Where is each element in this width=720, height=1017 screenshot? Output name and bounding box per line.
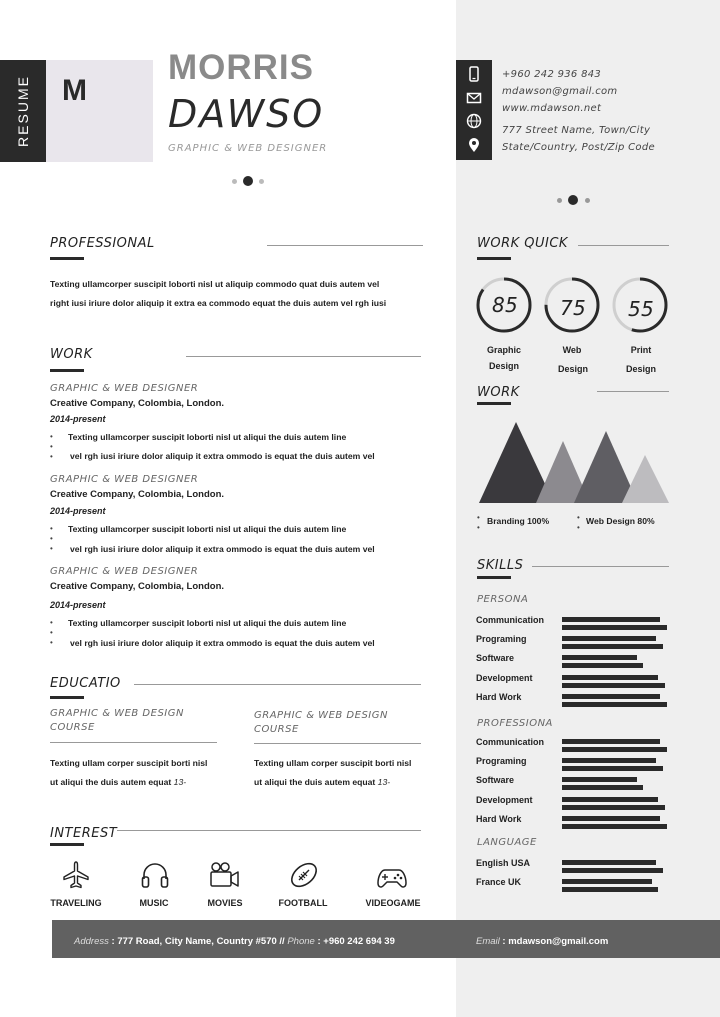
- bullet-mark: •: [50, 432, 53, 441]
- job-role: GRAPHIC & WEB DESIGNER: [50, 474, 199, 485]
- footer-email: Email : mdawson@gmail.com: [476, 936, 609, 947]
- interest-label: MUSIC: [139, 898, 169, 908]
- pager-dot: [232, 179, 237, 184]
- education-course-title: COURSE: [50, 722, 95, 733]
- skill-bar: [562, 675, 658, 680]
- section-divider: [117, 830, 421, 831]
- job-period: 2014-present: [50, 414, 106, 424]
- globe-icon: [466, 113, 482, 129]
- skill-label: Hard Work: [476, 691, 522, 702]
- skill-bar: [562, 868, 663, 873]
- education-divider: [254, 743, 421, 744]
- contact-address-line2: State/Country, Post/Zip Code: [502, 142, 655, 153]
- job-bullet: vel rgh iusi iriure dolor aliquip it extra ommodo is equat the duis autem vel: [70, 638, 375, 648]
- education-text: Texting ullam corper suscipit borti nisl: [254, 758, 412, 768]
- footer-phone-value: +960 242 694 39: [323, 936, 395, 947]
- contact-phone: +960 242 936 843: [502, 69, 602, 80]
- education-course-title: GRAPHIC & WEB DESIGN: [50, 708, 184, 719]
- skill-bar: [562, 805, 665, 810]
- pager-dot: [259, 179, 264, 184]
- bullet-mark: •: [50, 628, 53, 637]
- bullet-mark: •: [50, 544, 53, 553]
- skill-bar: [562, 797, 658, 802]
- bullet-mark: •: [50, 452, 53, 461]
- skill-bar: [562, 702, 667, 707]
- education-text-line2: [254, 771, 390, 793]
- job-title: GRAPHIC & WEB DESIGNER: [168, 143, 328, 154]
- job-bullet: vel rgh iusi iriure dolor aliquip it extra ommodo is equat the duis autem vel: [70, 451, 375, 461]
- job-period: 2014-present: [50, 600, 106, 610]
- job-role: GRAPHIC & WEB DESIGNER: [50, 566, 199, 577]
- work-chart-legend: Branding 100%: [487, 516, 550, 526]
- skill-label: Programing: [476, 634, 527, 645]
- education-text: Texting ullam corper suscipit borti nisl: [50, 758, 208, 768]
- skill-label: Development: [476, 672, 533, 683]
- job-bullet: vel rgh iusi iriure dolor aliquip it extra ommodo is equat the duis autem vel: [70, 544, 375, 554]
- skill-bar: [562, 766, 663, 771]
- job-role: GRAPHIC & WEB DESIGNER: [50, 383, 199, 394]
- skill-label: Hard Work: [476, 813, 522, 824]
- skill-label: Software: [476, 653, 515, 664]
- skill-bar: [562, 887, 658, 892]
- skill-label: France UK: [476, 877, 522, 888]
- section-divider: [267, 245, 423, 246]
- video-camera-icon: [208, 859, 240, 891]
- interest-label: TRAVELING: [50, 898, 102, 908]
- education-year: 13-: [173, 777, 187, 787]
- legend-dot: •: [477, 523, 480, 532]
- skill-bar: [562, 860, 656, 865]
- skill-bar: [562, 683, 665, 688]
- section-divider: [186, 356, 421, 357]
- mail-icon: [466, 90, 482, 106]
- job-bullet: Texting ullamcorper suscipit loborti nisl ut aliqui the duis autem line: [68, 432, 347, 442]
- section-underline: [50, 369, 84, 372]
- skill-bar: [562, 816, 660, 821]
- skills-section-title: SKILLS: [477, 558, 524, 573]
- skill-bar: [562, 747, 667, 752]
- skill-bar: [562, 758, 656, 763]
- interest-label: FOOTBALL: [278, 898, 328, 908]
- education-course-title: COURSE: [254, 724, 299, 735]
- skills-professional-title: PROFESSIONA: [477, 718, 553, 729]
- skill-bar: [562, 663, 643, 668]
- ring-label-line1: Print: [630, 345, 652, 355]
- ring-value: 85: [492, 293, 519, 317]
- airplane-icon: [60, 859, 92, 891]
- pager-dot-active: [243, 176, 253, 186]
- work-chart-section-title: WORK: [477, 385, 520, 400]
- interest-label: VIDEOGAME: [365, 898, 421, 908]
- legend-dot: •: [577, 523, 580, 532]
- interest-label: MOVIES: [207, 898, 243, 908]
- contact-website: www.mdawson.net: [502, 103, 602, 114]
- job-bullet: Texting ullamcorper suscipit loborti nisl ut aliqui the duis autem line: [68, 524, 347, 534]
- job-bullet: Texting ullamcorper suscipit loborti nisl ut aliqui the duis autem line: [68, 618, 347, 628]
- professional-section-title: PROFESSIONAL: [50, 236, 155, 251]
- job-company: Creative Company, Colombia, London.: [50, 489, 225, 500]
- education-year: 13-: [377, 777, 391, 787]
- section-underline: [477, 402, 511, 405]
- footer-phone-label: Phone: [287, 936, 315, 947]
- legend-dot: •: [477, 513, 480, 522]
- professional-text-line1: Texting ullamcorper suscipit loborti nisl ut aliquip commodo quat duis autem vel: [50, 279, 380, 289]
- skill-bar: [562, 617, 660, 622]
- skill-label: Programing: [476, 756, 527, 767]
- footer-address-label: Address: [74, 936, 109, 947]
- job-company: Creative Company, Colombia, London.: [50, 398, 225, 409]
- ring-label-line2: Design: [625, 364, 656, 374]
- professional-text-line2: right iusi iriure dolor aliquip it extra ea commodo equat the duis autem vel rgh iusi: [50, 298, 387, 308]
- bullet-mark: •: [50, 524, 53, 533]
- skill-label: Communication: [476, 737, 545, 747]
- work-section-title: WORK: [50, 347, 93, 362]
- resume-tab-label: RESUME: [15, 75, 31, 147]
- skill-label: Communication: [476, 615, 545, 625]
- location-icon: [466, 137, 482, 153]
- skill-bar: [562, 824, 667, 829]
- section-underline: [50, 696, 84, 699]
- education-text-line2: [50, 771, 186, 793]
- triangle-mark: [622, 455, 669, 503]
- footer-address: Address : 777 Road, City Name, Country #570 // Phone : +960 242 694 39: [74, 936, 395, 947]
- first-name: MORRIS: [168, 48, 314, 87]
- section-divider: [597, 391, 669, 392]
- ring-value: 55: [628, 297, 655, 321]
- last-name: DAWSO: [168, 92, 325, 136]
- phone-icon: [466, 66, 482, 82]
- footer-address-value: 777 Road, City Name, Country #570 //: [117, 936, 285, 947]
- work-chart-legend: Web Design 80%: [586, 516, 655, 526]
- skills-language-title: LANGUAGE: [477, 837, 537, 848]
- skill-bar: [562, 625, 667, 630]
- section-underline: [50, 257, 84, 260]
- contact-icon-strip: [456, 60, 492, 160]
- section-underline: [477, 576, 511, 579]
- ring-label-line1: Web: [562, 345, 582, 355]
- monogram-box: [46, 60, 153, 162]
- section-divider: [578, 245, 669, 246]
- work-triangles-chart: [476, 418, 672, 506]
- education-divider: [50, 742, 217, 743]
- resume-tab: [0, 60, 46, 162]
- job-period: 2014-present: [50, 506, 106, 516]
- ring-value: 75: [560, 296, 587, 320]
- skill-bar: [562, 644, 663, 649]
- legend-dot: •: [577, 513, 580, 522]
- job-company: Creative Company, Colombia, London.: [50, 581, 225, 592]
- skill-bar: [562, 655, 637, 660]
- section-divider: [532, 566, 669, 567]
- skill-bar: [562, 694, 660, 699]
- skill-bar: [562, 739, 660, 744]
- section-underline: [477, 257, 511, 260]
- education-text: ut aliqui the duis autem equat: [254, 777, 376, 787]
- bullet-mark: •: [50, 638, 53, 647]
- education-course-title: GRAPHIC & WEB DESIGN: [254, 710, 388, 721]
- headphones-icon: [139, 859, 171, 891]
- contact-email: mdawson@gmail.com: [502, 86, 618, 97]
- section-divider: [134, 684, 421, 685]
- footer-email-label: Email: [476, 936, 500, 947]
- skills-personal-title: PERSONA: [477, 594, 529, 605]
- football-icon: [288, 859, 320, 891]
- interest-section-title: INTEREST: [50, 826, 118, 841]
- bullet-mark: •: [50, 618, 53, 627]
- footer-email-value: mdawson@gmail.com: [508, 936, 609, 947]
- ring-label-line2: Design: [488, 361, 519, 371]
- ring-label-line2: Design: [557, 364, 588, 374]
- skill-bar: [562, 879, 652, 884]
- skill-bar: [562, 777, 637, 782]
- skill-label: Software: [476, 775, 515, 786]
- pager-dot: [585, 198, 590, 203]
- work-quick-section-title: WORK QUICK: [477, 236, 568, 251]
- monogram-letter: M: [62, 74, 87, 107]
- education-section-title: EDUCATIO: [50, 676, 121, 691]
- contact-address-line1: 777 Street Name, Town/City: [502, 125, 651, 136]
- ring-label-line1: Graphic: [486, 345, 521, 355]
- pager-dot-active: [568, 195, 578, 205]
- bullet-mark: •: [50, 442, 53, 451]
- section-underline: [50, 843, 84, 846]
- skill-bar: [562, 636, 656, 641]
- bullet-mark: •: [50, 534, 53, 543]
- pager-dot: [557, 198, 562, 203]
- education-text: ut aliqui the duis autem equat: [50, 777, 172, 787]
- skill-label: English USA: [476, 858, 531, 868]
- skill-label: Development: [476, 794, 533, 805]
- gamepad-icon: [376, 861, 408, 893]
- skill-bar: [562, 785, 643, 790]
